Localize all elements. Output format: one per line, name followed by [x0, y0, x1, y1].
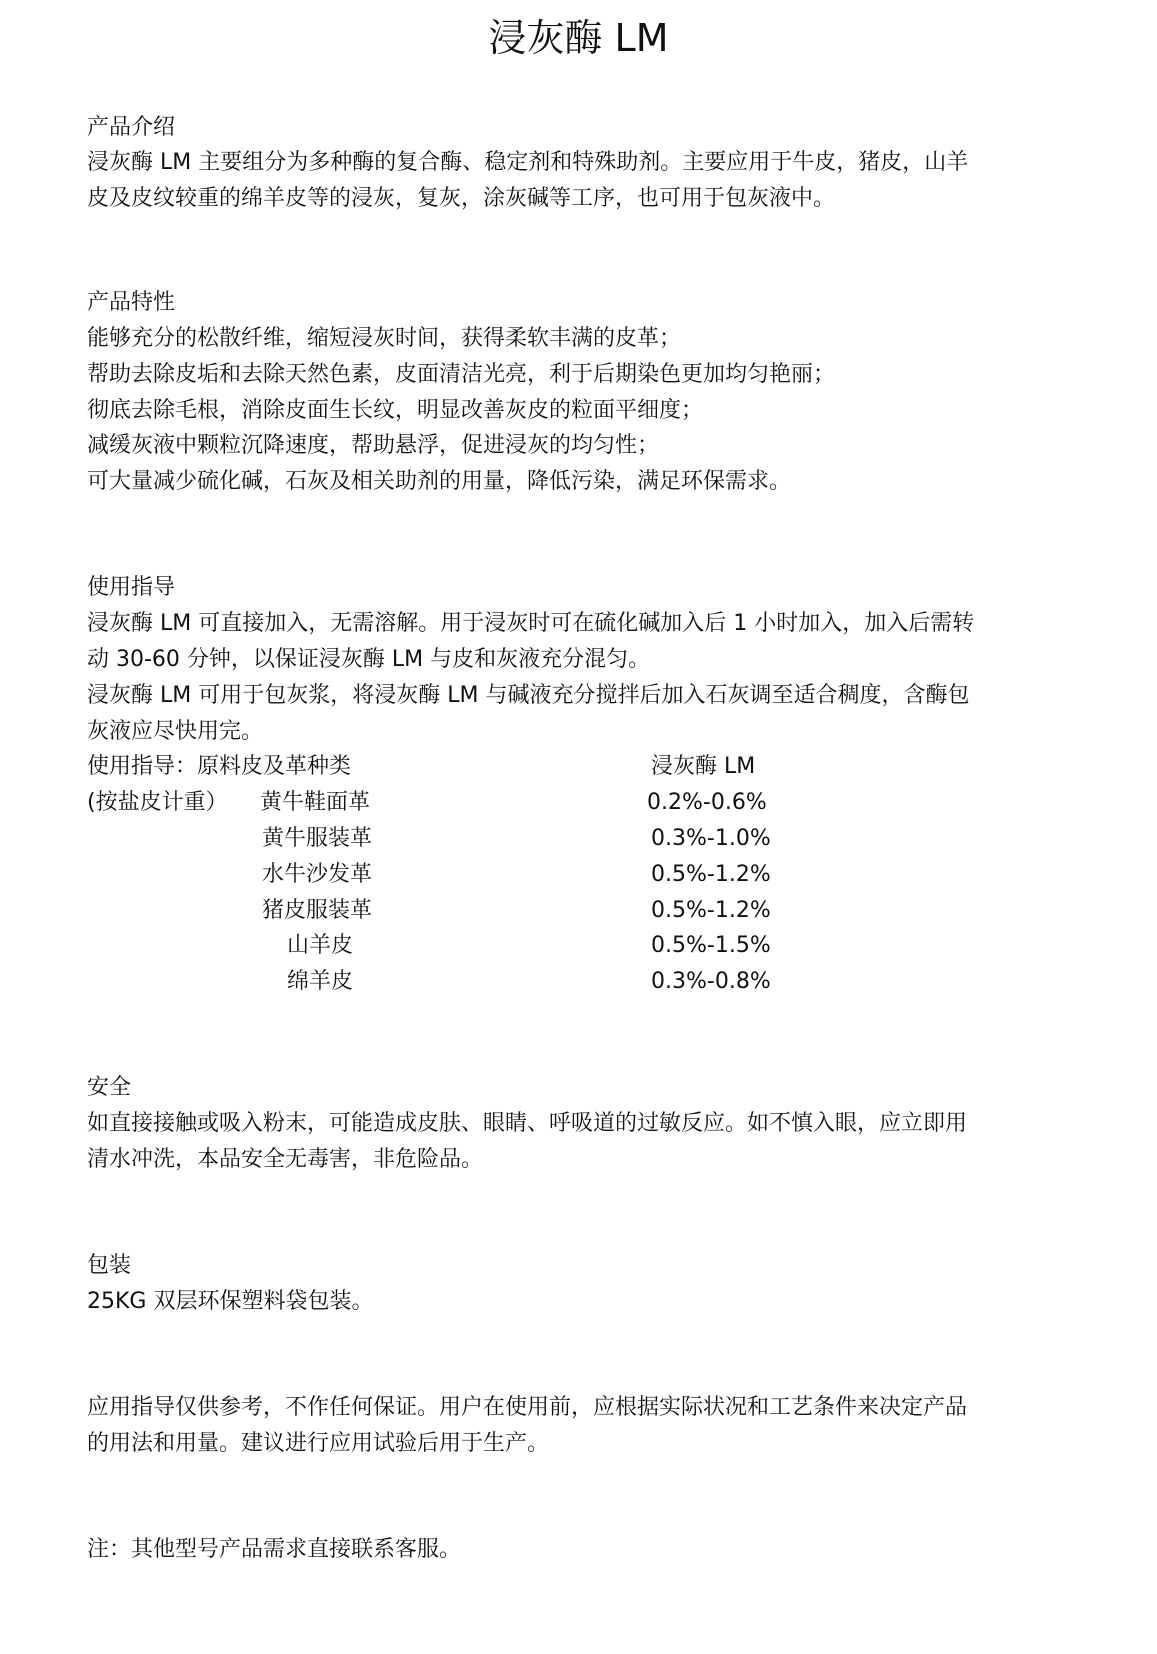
table-row-dosage: 0.2%-0.6%	[647, 790, 767, 815]
feature-item: 能够充分的松散纤维，缩短浸灰时间，获得柔软丰满的皮革；	[87, 326, 682, 351]
usage-line: 浸灰酶 LM 可用于包灰浆，将浸灰酶 LM 与碱液充分搅拌后加入石灰调至适合稠度，含酶包	[87, 683, 970, 708]
table-row-type: 猪皮服装革	[262, 898, 373, 923]
packaging-line: 25KG 双层环保塑料袋包装。	[87, 1289, 374, 1314]
usage-line: 浸灰酶 LM 可直接加入，无需溶解。用于浸灰时可在硫化碱加入后 1 小时加入，加入后需转	[87, 611, 975, 636]
feature-item: 帮助去除皮垢和去除天然色素，皮面清洁光亮，利于后期染色更加均匀艳丽；	[87, 362, 836, 387]
usage-heading: 使用指导	[87, 575, 176, 600]
table-row-dosage: 0.5%-1.2%	[651, 898, 771, 923]
footnote: 注：其他型号产品需求直接联系客服。	[87, 1537, 462, 1562]
safety-line: 清水冲洗，本品安全无毒害，非危险品。	[87, 1147, 484, 1172]
document-title: 浸灰酶 LM	[488, 16, 669, 60]
features-heading: 产品特性	[87, 290, 176, 315]
intro-line: 皮及皮纹较重的绵羊皮等的浸灰，复灰，涂灰碱等工序，也可用于包灰液中。	[87, 186, 836, 211]
usage-line: 动 30-60 分钟，以保证浸灰酶 LM 与皮和灰液充分混匀。	[87, 647, 651, 672]
table-row-dosage: 0.3%-1.0%	[651, 826, 771, 851]
feature-item: 彻底去除毛根，消除皮面生长纹，明显改善灰皮的粒面平细度；	[87, 398, 704, 423]
table-row-type: 水牛沙发革	[262, 862, 373, 887]
feature-item: 减缓灰液中颗粒沉降速度，帮助悬浮，促进浸灰的均匀性；	[87, 433, 660, 458]
safety-line: 如直接接触或吸入粉末，可能造成皮肤、眼睛、呼吸道的过敏反应。如不慎入眼，应立即用	[87, 1111, 968, 1136]
dosage-table-header-product: 浸灰酶 LM	[651, 754, 756, 779]
disclaimer-line: 的用法和用量。建议进行应用试验后用于生产。	[87, 1431, 550, 1456]
table-row-type: 山羊皮	[287, 933, 354, 958]
table-row-type: 黄牛服装革	[262, 826, 373, 851]
table-row-type: 黄牛鞋面革	[260, 790, 371, 815]
table-row-dosage: 0.5%-1.2%	[651, 862, 771, 887]
disclaimer-line: 应用指导仅供参考，不作任何保证。用户在使用前，应根据实际状况和工艺条件来决定产品	[87, 1395, 968, 1420]
intro-line: 浸灰酶 LM 主要组分为多种酶的复合酶、稳定剂和特殊助剂。主要应用于牛皮，猪皮，山羊	[87, 150, 969, 175]
table-row-dosage: 0.5%-1.5%	[651, 933, 771, 958]
usage-line: 灰液应尽快用完。	[87, 719, 264, 744]
table-row-dosage: 0.3%-0.8%	[651, 969, 771, 994]
feature-item: 可大量减少硫化碱，石灰及相关助剂的用量，降低污染，满足环保需求。	[87, 469, 792, 494]
dosage-table-header-type: 使用指导：原料皮及革种类	[87, 754, 352, 779]
packaging-heading: 包装	[87, 1253, 132, 1278]
safety-heading: 安全	[87, 1075, 132, 1100]
table-row-type: 绵羊皮	[287, 969, 354, 994]
dosage-table-note: (按盐皮计重）	[87, 790, 228, 815]
intro-heading: 产品介绍	[87, 115, 176, 140]
